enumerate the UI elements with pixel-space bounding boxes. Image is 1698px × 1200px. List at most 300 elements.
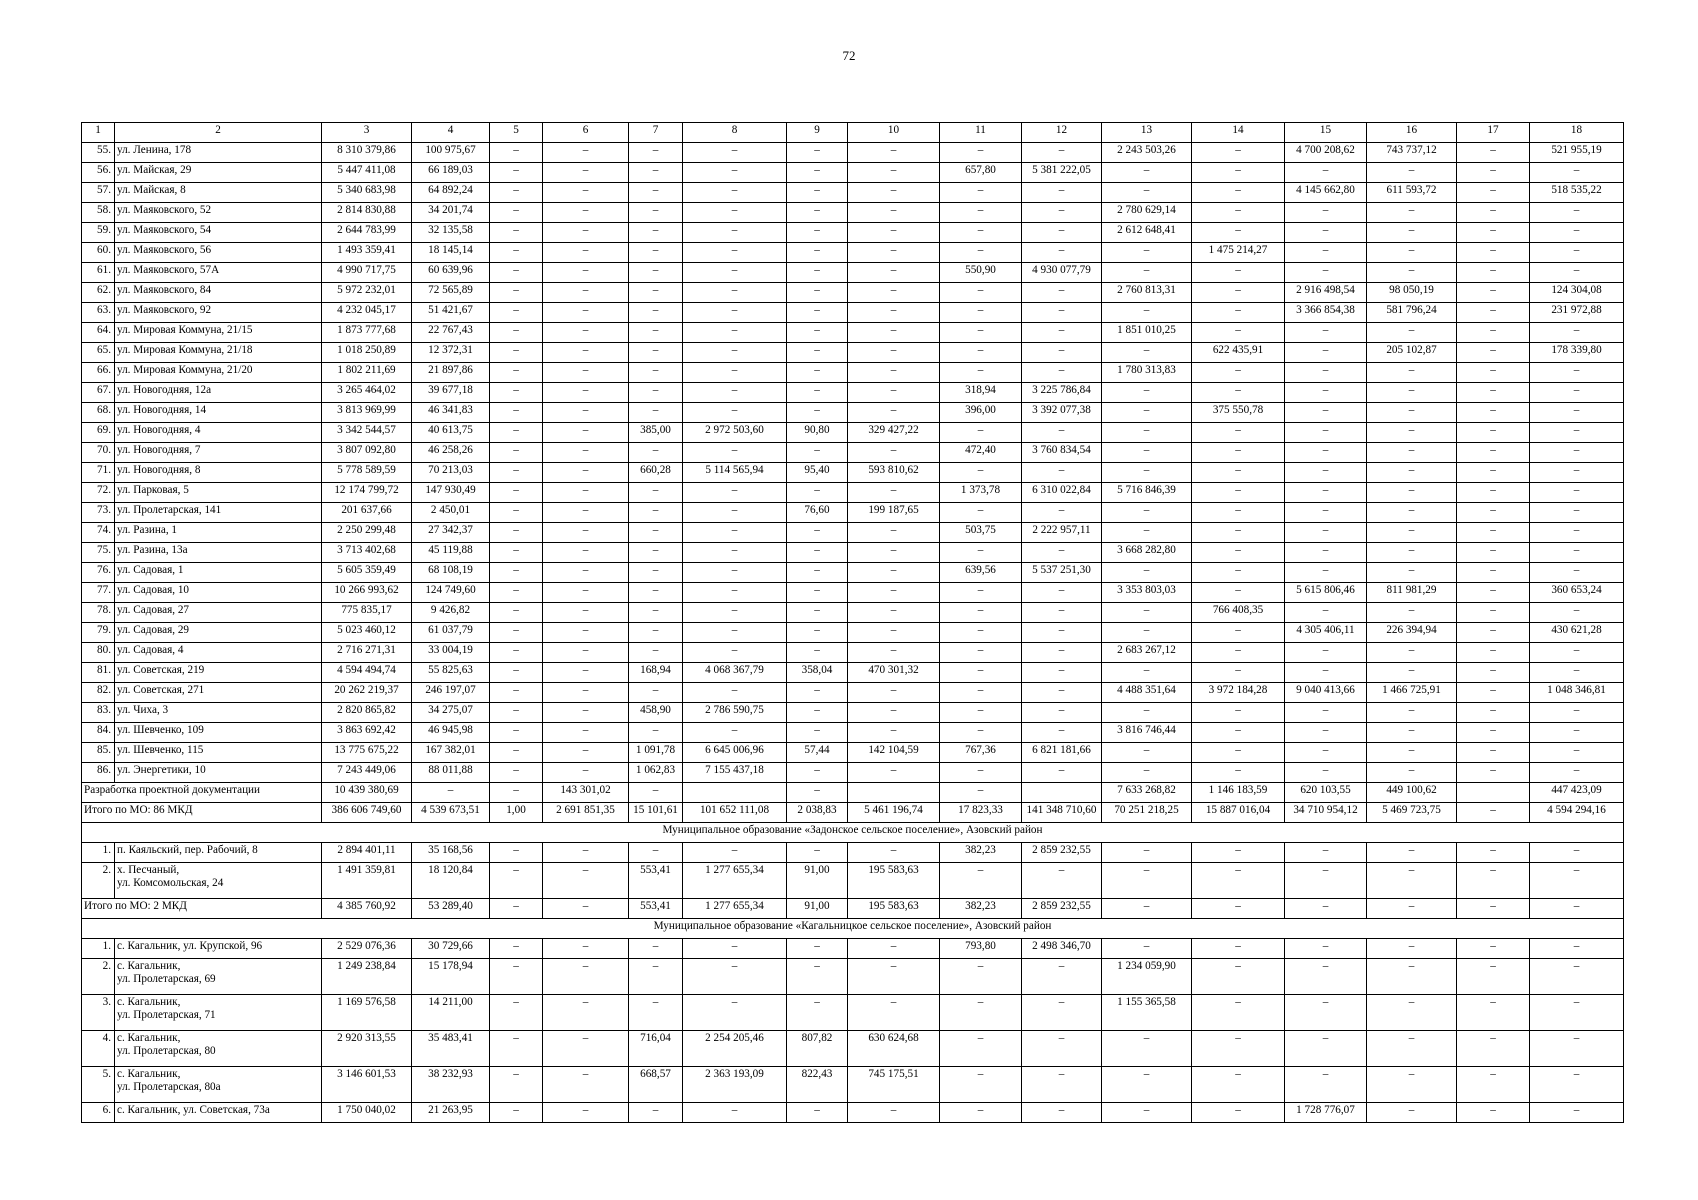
value-cell: – bbox=[848, 143, 940, 163]
value-cell: 22 767,43 bbox=[412, 323, 490, 343]
value-cell: – bbox=[543, 583, 629, 603]
value-cell: 21 897,86 bbox=[412, 363, 490, 383]
value-cell: 3 813 969,99 bbox=[322, 403, 412, 423]
value-cell: 100 975,67 bbox=[412, 143, 490, 163]
value-cell: 7 155 437,18 bbox=[683, 763, 787, 783]
value-cell: – bbox=[1457, 523, 1530, 543]
row-number: 63. bbox=[82, 303, 115, 323]
value-cell: – bbox=[1285, 663, 1367, 683]
value-cell: 4 488 351,64 bbox=[1102, 683, 1192, 703]
value-cell: – bbox=[490, 443, 543, 463]
value-cell: – bbox=[1457, 863, 1530, 899]
value-cell: – bbox=[543, 403, 629, 423]
value-cell: – bbox=[629, 323, 683, 343]
value-cell: 90,80 bbox=[787, 423, 848, 443]
table-row bbox=[82, 463, 1624, 483]
column-header: 2 bbox=[115, 123, 322, 143]
value-cell: 2 820 865,82 bbox=[322, 703, 412, 723]
value-cell: – bbox=[543, 363, 629, 383]
value-cell: – bbox=[1022, 603, 1102, 623]
value-cell: – bbox=[1022, 583, 1102, 603]
address-cell: ул. Советская, 219 bbox=[115, 663, 322, 683]
value-cell: 91,00 bbox=[787, 899, 848, 919]
value-cell: – bbox=[490, 543, 543, 563]
value-cell: – bbox=[940, 503, 1022, 523]
value-cell: 3 146 601,53 bbox=[322, 1067, 412, 1103]
value-cell: 4 539 673,51 bbox=[412, 803, 490, 823]
row-number: 67. bbox=[82, 383, 115, 403]
table-row bbox=[82, 683, 1624, 703]
value-cell: – bbox=[490, 603, 543, 623]
value-cell: – bbox=[1192, 723, 1285, 743]
value-cell: – bbox=[1367, 723, 1457, 743]
table-row bbox=[82, 383, 1624, 403]
value-cell: – bbox=[848, 163, 940, 183]
value-cell: – bbox=[683, 959, 787, 995]
value-cell: – bbox=[787, 363, 848, 383]
value-cell: 3 668 282,80 bbox=[1102, 543, 1192, 563]
table-row bbox=[82, 863, 1624, 899]
value-cell: – bbox=[848, 383, 940, 403]
value-cell: – bbox=[940, 183, 1022, 203]
value-cell: – bbox=[1530, 1067, 1624, 1103]
value-cell: – bbox=[490, 283, 543, 303]
value-cell: 630 624,68 bbox=[848, 1031, 940, 1067]
value-cell: 4 305 406,11 bbox=[1285, 623, 1367, 643]
value-cell: – bbox=[683, 563, 787, 583]
column-header: 11 bbox=[940, 123, 1022, 143]
value-cell: – bbox=[1285, 243, 1367, 263]
value-cell: – bbox=[490, 403, 543, 423]
value-cell: – bbox=[1367, 503, 1457, 523]
value-cell: 45 119,88 bbox=[412, 543, 490, 563]
value-cell: 793,80 bbox=[940, 939, 1022, 959]
value-cell: – bbox=[1530, 483, 1624, 503]
value-cell: – bbox=[940, 643, 1022, 663]
value-cell: – bbox=[1530, 383, 1624, 403]
value-cell: 53 289,40 bbox=[412, 899, 490, 919]
value-cell: – bbox=[940, 463, 1022, 483]
value-cell: – bbox=[1022, 723, 1102, 743]
column-header: 13 bbox=[1102, 123, 1192, 143]
value-cell: – bbox=[683, 643, 787, 663]
value-cell: – bbox=[1102, 423, 1192, 443]
column-header: 1 bbox=[82, 123, 115, 143]
value-cell: – bbox=[1285, 703, 1367, 723]
value-cell: 1 277 655,34 bbox=[683, 863, 787, 899]
value-cell: – bbox=[940, 223, 1022, 243]
value-cell: – bbox=[490, 223, 543, 243]
value-cell: – bbox=[1530, 959, 1624, 995]
value-cell: 470 301,32 bbox=[848, 663, 940, 683]
value-cell: – bbox=[1192, 423, 1285, 443]
value-cell: 521 955,19 bbox=[1530, 143, 1624, 163]
address-cell: ул. Мировая Коммуна, 21/20 bbox=[115, 363, 322, 383]
value-cell: – bbox=[490, 303, 543, 323]
value-cell: – bbox=[1285, 423, 1367, 443]
value-cell: – bbox=[1457, 683, 1530, 703]
value-cell: – bbox=[1457, 423, 1530, 443]
value-cell: 1 373,78 bbox=[940, 483, 1022, 503]
value-cell: – bbox=[1367, 423, 1457, 443]
value-cell: 1 873 777,68 bbox=[322, 323, 412, 343]
value-cell: – bbox=[1022, 995, 1102, 1031]
value-cell: 1 750 040,02 bbox=[322, 1103, 412, 1123]
value-cell: 668,57 bbox=[629, 1067, 683, 1103]
value-cell: 5 447 411,08 bbox=[322, 163, 412, 183]
table-row bbox=[82, 959, 1624, 995]
row-number: 75. bbox=[82, 543, 115, 563]
value-cell: – bbox=[683, 723, 787, 743]
value-cell: 2 894 401,11 bbox=[322, 843, 412, 863]
value-cell: – bbox=[940, 683, 1022, 703]
value-cell: 2 859 232,55 bbox=[1022, 843, 1102, 863]
value-cell: – bbox=[629, 603, 683, 623]
value-cell: 13 775 675,22 bbox=[322, 743, 412, 763]
value-cell: – bbox=[1285, 643, 1367, 663]
section-header-row bbox=[82, 919, 1624, 939]
section-title: Муниципальное образование «Задонское сельское поселение», Азовский район bbox=[82, 823, 1624, 843]
value-cell: – bbox=[1367, 939, 1457, 959]
value-cell: – bbox=[683, 283, 787, 303]
value-cell: – bbox=[543, 183, 629, 203]
value-cell: 1 780 313,83 bbox=[1102, 363, 1192, 383]
value-cell: 226 394,94 bbox=[1367, 623, 1457, 643]
value-cell: – bbox=[848, 643, 940, 663]
value-cell: – bbox=[1530, 723, 1624, 743]
row-number: 58. bbox=[82, 203, 115, 223]
value-cell: – bbox=[490, 959, 543, 995]
row-number: 78. bbox=[82, 603, 115, 623]
value-cell: 64 892,24 bbox=[412, 183, 490, 203]
value-cell: 34 710 954,12 bbox=[1285, 803, 1367, 823]
value-cell: 2 038,83 bbox=[787, 803, 848, 823]
value-cell: – bbox=[1285, 959, 1367, 995]
value-cell: – bbox=[1457, 623, 1530, 643]
value-cell: – bbox=[543, 443, 629, 463]
value-cell: 2 683 267,12 bbox=[1102, 643, 1192, 663]
value-cell: – bbox=[490, 763, 543, 783]
value-cell: 358,04 bbox=[787, 663, 848, 683]
value-cell: – bbox=[490, 1067, 543, 1103]
value-cell: 386 606 749,60 bbox=[322, 803, 412, 823]
value-cell: – bbox=[1530, 863, 1624, 899]
row-number: 76. bbox=[82, 563, 115, 583]
value-cell: – bbox=[543, 763, 629, 783]
value-cell: 2 450,01 bbox=[412, 503, 490, 523]
summary-label: Итого по МО: 2 МКД bbox=[82, 899, 322, 919]
value-cell: – bbox=[1457, 203, 1530, 223]
value-cell: 231 972,88 bbox=[1530, 303, 1624, 323]
value-cell: – bbox=[490, 939, 543, 959]
value-cell: – bbox=[787, 403, 848, 423]
address-cell: ул. Новогодняя, 4 bbox=[115, 423, 322, 443]
value-cell: – bbox=[940, 143, 1022, 163]
value-cell: – bbox=[683, 995, 787, 1031]
value-cell: – bbox=[787, 343, 848, 363]
value-cell: 716,04 bbox=[629, 1031, 683, 1067]
value-cell: 2 254 205,46 bbox=[683, 1031, 787, 1067]
value-cell: 142 104,59 bbox=[848, 743, 940, 763]
page-number: 72 bbox=[842, 48, 856, 63]
value-cell bbox=[1457, 783, 1530, 803]
value-cell: – bbox=[543, 663, 629, 683]
value-cell: – bbox=[629, 723, 683, 743]
value-cell: 1 155 365,58 bbox=[1102, 995, 1192, 1031]
value-cell: 3 760 834,54 bbox=[1022, 443, 1102, 463]
value-cell: – bbox=[1367, 863, 1457, 899]
address-cell: с. Кагальник, ул. Пролетарская, 80а bbox=[115, 1067, 322, 1103]
address-cell: ул. Новогодняя, 12а bbox=[115, 383, 322, 403]
value-cell: – bbox=[1457, 803, 1530, 823]
value-cell: 8 310 379,86 bbox=[322, 143, 412, 163]
value-cell: – bbox=[848, 323, 940, 343]
table-row bbox=[82, 523, 1624, 543]
value-cell: – bbox=[848, 939, 940, 959]
value-cell bbox=[683, 783, 787, 803]
value-cell: – bbox=[1102, 1103, 1192, 1123]
column-header: 8 bbox=[683, 123, 787, 143]
value-cell: – bbox=[629, 223, 683, 243]
value-cell: – bbox=[1530, 443, 1624, 463]
value-cell: – bbox=[490, 423, 543, 443]
value-cell: – bbox=[490, 583, 543, 603]
value-cell: – bbox=[1102, 1067, 1192, 1103]
value-cell: – bbox=[1530, 1031, 1624, 1067]
value-cell: – bbox=[683, 543, 787, 563]
table-row bbox=[82, 563, 1624, 583]
address-cell: ул. Новогодняя, 14 bbox=[115, 403, 322, 423]
value-cell: 61 037,79 bbox=[412, 623, 490, 643]
summary-label: Разработка проектной документации bbox=[82, 783, 322, 803]
value-cell: 6 310 022,84 bbox=[1022, 483, 1102, 503]
value-cell: – bbox=[1457, 503, 1530, 523]
column-header-row bbox=[82, 123, 1624, 143]
value-cell: – bbox=[543, 623, 629, 643]
value-cell: – bbox=[490, 995, 543, 1031]
value-cell: – bbox=[1192, 303, 1285, 323]
value-cell: – bbox=[1367, 403, 1457, 423]
value-cell: 21 263,95 bbox=[412, 1103, 490, 1123]
value-cell: – bbox=[1457, 1103, 1530, 1123]
address-cell: ул. Майская, 8 bbox=[115, 183, 322, 203]
value-cell: – bbox=[1192, 663, 1285, 683]
value-cell: – bbox=[848, 763, 940, 783]
value-cell: – bbox=[543, 899, 629, 919]
value-cell: 553,41 bbox=[629, 863, 683, 899]
value-cell: 360 653,24 bbox=[1530, 583, 1624, 603]
value-cell: – bbox=[1285, 563, 1367, 583]
value-cell: 1 728 776,07 bbox=[1285, 1103, 1367, 1123]
value-cell: – bbox=[629, 163, 683, 183]
value-cell: – bbox=[1285, 483, 1367, 503]
value-cell: – bbox=[629, 283, 683, 303]
table-row bbox=[82, 663, 1624, 683]
value-cell: – bbox=[629, 383, 683, 403]
value-cell: – bbox=[1192, 363, 1285, 383]
value-cell: – bbox=[1192, 1103, 1285, 1123]
value-cell: – bbox=[848, 343, 940, 363]
value-cell: – bbox=[787, 603, 848, 623]
address-cell: ул. Парковая, 5 bbox=[115, 483, 322, 503]
value-cell: – bbox=[1367, 363, 1457, 383]
value-cell: – bbox=[1530, 1103, 1624, 1123]
value-cell: 745 175,51 bbox=[848, 1067, 940, 1103]
column-header: 3 bbox=[322, 123, 412, 143]
column-header: 10 bbox=[848, 123, 940, 143]
address-cell: ул. Маяковского, 54 bbox=[115, 223, 322, 243]
value-cell: – bbox=[543, 503, 629, 523]
value-cell: – bbox=[1285, 403, 1367, 423]
value-cell: – bbox=[1022, 423, 1102, 443]
value-cell: – bbox=[1102, 603, 1192, 623]
table-row bbox=[82, 603, 1624, 623]
value-cell: – bbox=[1192, 583, 1285, 603]
value-cell: 458,90 bbox=[629, 703, 683, 723]
value-cell: – bbox=[1530, 523, 1624, 543]
value-cell: – bbox=[940, 1031, 1022, 1067]
value-cell: 2 612 648,41 bbox=[1102, 223, 1192, 243]
value-cell: 6 821 181,66 bbox=[1022, 743, 1102, 763]
value-cell: – bbox=[787, 283, 848, 303]
value-cell: 2 250 299,48 bbox=[322, 523, 412, 543]
table-row bbox=[82, 743, 1624, 763]
value-cell: – bbox=[543, 203, 629, 223]
value-cell: – bbox=[490, 663, 543, 683]
table-row bbox=[82, 643, 1624, 663]
value-cell: – bbox=[490, 723, 543, 743]
value-cell: – bbox=[848, 223, 940, 243]
value-cell: – bbox=[1285, 763, 1367, 783]
value-cell: – bbox=[629, 203, 683, 223]
value-cell: – bbox=[1457, 303, 1530, 323]
value-cell: – bbox=[1530, 899, 1624, 919]
value-cell: – bbox=[1102, 403, 1192, 423]
value-cell: – bbox=[1022, 1067, 1102, 1103]
value-cell: 4 990 717,75 bbox=[322, 263, 412, 283]
value-cell: – bbox=[1530, 163, 1624, 183]
value-cell: – bbox=[1022, 363, 1102, 383]
value-cell: – bbox=[1192, 703, 1285, 723]
address-cell: с. Кагальник, ул. Пролетарская, 69 bbox=[115, 959, 322, 995]
value-cell: – bbox=[1022, 763, 1102, 783]
value-cell: – bbox=[1022, 183, 1102, 203]
value-cell: 17 823,33 bbox=[940, 803, 1022, 823]
value-cell: – bbox=[1285, 343, 1367, 363]
value-cell: 375 550,78 bbox=[1192, 403, 1285, 423]
value-cell: 76,60 bbox=[787, 503, 848, 523]
row-number: 59. bbox=[82, 223, 115, 243]
value-cell: 3 366 854,38 bbox=[1285, 303, 1367, 323]
value-cell: – bbox=[490, 623, 543, 643]
value-cell: 124 749,60 bbox=[412, 583, 490, 603]
value-cell: 449 100,62 bbox=[1367, 783, 1457, 803]
value-cell: 518 535,22 bbox=[1530, 183, 1624, 203]
value-cell: – bbox=[1285, 1031, 1367, 1067]
value-cell: – bbox=[1285, 899, 1367, 919]
value-cell: – bbox=[490, 243, 543, 263]
value-cell: – bbox=[1457, 163, 1530, 183]
address-cell: ул. Разина, 1 bbox=[115, 523, 322, 543]
value-cell: – bbox=[543, 643, 629, 663]
value-cell: – bbox=[1367, 523, 1457, 543]
value-cell: – bbox=[1022, 283, 1102, 303]
value-cell: – bbox=[490, 1031, 543, 1067]
value-cell: – bbox=[543, 263, 629, 283]
value-cell: – bbox=[848, 995, 940, 1031]
value-cell: – bbox=[1457, 143, 1530, 163]
row-number: 1. bbox=[82, 939, 115, 959]
value-cell: – bbox=[1457, 363, 1530, 383]
value-cell: 55 825,63 bbox=[412, 663, 490, 683]
value-cell: 9 040 413,66 bbox=[1285, 683, 1367, 703]
value-cell: 5 537 251,30 bbox=[1022, 563, 1102, 583]
value-cell: – bbox=[1530, 743, 1624, 763]
value-cell: – bbox=[1457, 703, 1530, 723]
value-cell: – bbox=[1102, 763, 1192, 783]
summary-row bbox=[82, 783, 1624, 803]
value-cell: 5 381 222,05 bbox=[1022, 163, 1102, 183]
value-cell: 2 529 076,36 bbox=[322, 939, 412, 959]
value-cell: 33 004,19 bbox=[412, 643, 490, 663]
row-number: 85. bbox=[82, 743, 115, 763]
value-cell: 199 187,65 bbox=[848, 503, 940, 523]
value-cell: – bbox=[787, 143, 848, 163]
value-cell: – bbox=[683, 939, 787, 959]
value-cell: – bbox=[940, 1103, 1022, 1123]
value-cell: 88 011,88 bbox=[412, 763, 490, 783]
value-cell: 2 222 957,11 bbox=[1022, 523, 1102, 543]
row-number: 2. bbox=[82, 863, 115, 899]
value-cell: 1 234 059,90 bbox=[1102, 959, 1192, 995]
value-cell: 246 197,07 bbox=[412, 683, 490, 703]
value-cell: – bbox=[1530, 663, 1624, 683]
row-number: 60. bbox=[82, 243, 115, 263]
value-cell: 1 493 359,41 bbox=[322, 243, 412, 263]
row-number: 69. bbox=[82, 423, 115, 443]
value-cell: – bbox=[1530, 323, 1624, 343]
value-cell: 68 108,19 bbox=[412, 563, 490, 583]
value-cell: – bbox=[1022, 1103, 1102, 1123]
table-row bbox=[82, 443, 1624, 463]
value-cell: 1 169 576,58 bbox=[322, 995, 412, 1031]
value-cell: 9 426,82 bbox=[412, 603, 490, 623]
value-cell: 639,56 bbox=[940, 563, 1022, 583]
value-cell: – bbox=[848, 243, 940, 263]
value-cell: 1 062,83 bbox=[629, 763, 683, 783]
table-row bbox=[82, 483, 1624, 503]
value-cell: 167 382,01 bbox=[412, 743, 490, 763]
table-row bbox=[82, 363, 1624, 383]
value-cell: – bbox=[940, 763, 1022, 783]
value-cell: – bbox=[1192, 959, 1285, 995]
value-cell: – bbox=[683, 623, 787, 643]
value-cell: – bbox=[1192, 463, 1285, 483]
value-cell: 5 114 565,94 bbox=[683, 463, 787, 483]
value-cell: – bbox=[1285, 543, 1367, 563]
value-cell: – bbox=[787, 623, 848, 643]
value-cell: 10 439 380,69 bbox=[322, 783, 412, 803]
value-cell: – bbox=[1367, 203, 1457, 223]
value-cell: – bbox=[1022, 203, 1102, 223]
summary-row bbox=[82, 899, 1624, 919]
value-cell: 622 435,91 bbox=[1192, 343, 1285, 363]
value-cell: 66 189,03 bbox=[412, 163, 490, 183]
table-row bbox=[82, 343, 1624, 363]
value-cell: – bbox=[543, 603, 629, 623]
row-number: 55. bbox=[82, 143, 115, 163]
value-cell: – bbox=[683, 383, 787, 403]
